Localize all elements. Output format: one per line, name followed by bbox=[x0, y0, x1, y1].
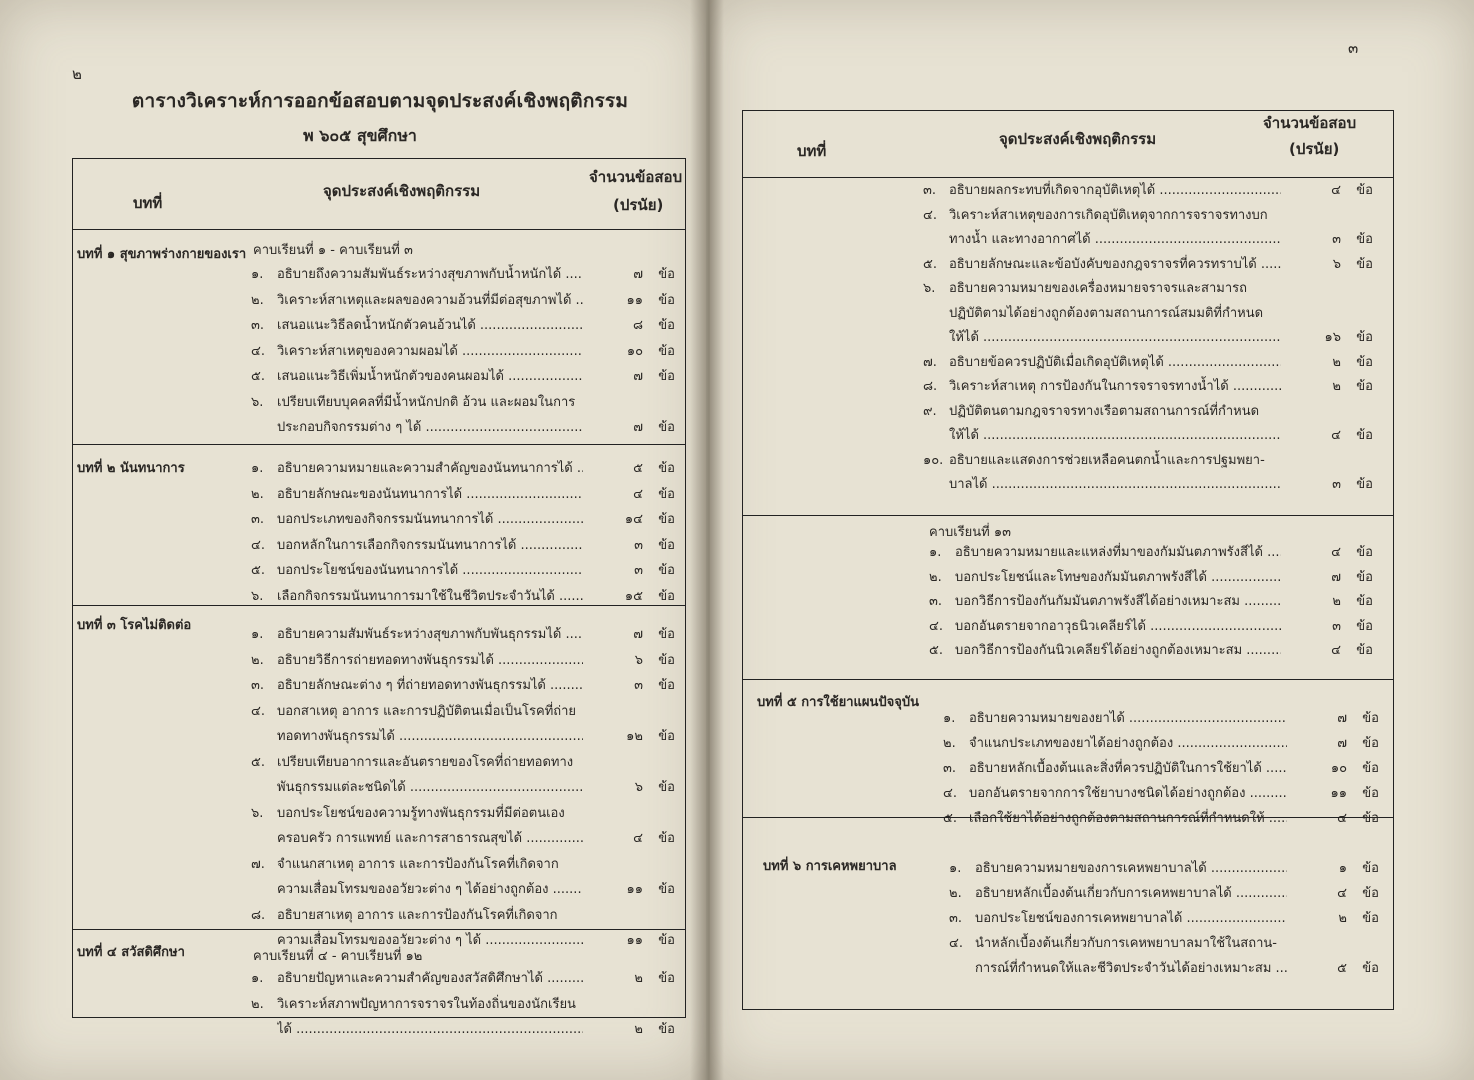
objective-number: ๓. bbox=[949, 911, 963, 926]
question-count: ๑๖ bbox=[1324, 330, 1341, 345]
question-count: ๑๑ bbox=[626, 292, 643, 308]
objective-continuation bbox=[949, 473, 1373, 494]
count-unit: ข้อ bbox=[1356, 379, 1373, 394]
book-gutter bbox=[690, 0, 724, 1080]
objective-row bbox=[929, 615, 1373, 636]
count-unit: ข้อ bbox=[1362, 761, 1379, 776]
objective-text: อธิบายวิธีการถ่ายทอดทางพันธุกรรมได้ ..... bbox=[277, 649, 583, 670]
count-unit: ข้อ bbox=[658, 729, 675, 744]
question-count: ๑๐ bbox=[1330, 761, 1347, 776]
count-unit: ข้อ bbox=[658, 1022, 675, 1037]
objective-text: บาลได้ ..... bbox=[949, 473, 1281, 494]
count-unit: ข้อ bbox=[658, 933, 675, 948]
section-divider bbox=[743, 679, 1393, 680]
question-count: ๓ bbox=[634, 537, 643, 553]
objective-row bbox=[251, 508, 675, 529]
objective-number: ๓. bbox=[251, 318, 265, 333]
objective-text: อธิบายความหมายและแหล่งที่มาของกัมมันตภาพรังสีได้ ..... bbox=[955, 541, 1281, 562]
count-unit: ข้อ bbox=[1356, 256, 1373, 272]
objective-text: วิเคราะห์สาเหตุและผลของความอ้วนที่มีต่อสุขภาพได้ ..... bbox=[277, 289, 583, 310]
chapter-divider bbox=[73, 444, 685, 445]
objective-number: ๑๐. bbox=[923, 452, 944, 468]
block2-lessons: คาบเรียนที่ ๑๓ bbox=[929, 525, 1012, 540]
question-count: ๘ bbox=[632, 318, 643, 333]
question-count: ๑๐ bbox=[626, 343, 643, 359]
objective-text: บอกประโยชน์ของการเคหพยาบาลได้ ..... bbox=[975, 907, 1287, 928]
objective-text: อธิบายหลักเบื้องต้นเกี่ยวกับการเคหพยาบาลได้ ..... bbox=[975, 882, 1287, 903]
objective-row bbox=[251, 674, 675, 695]
count-unit: ข้อ bbox=[1362, 711, 1379, 726]
question-count: ๗ bbox=[633, 267, 643, 282]
page-number-right: ๓ bbox=[1348, 39, 1359, 57]
objective-number: ๙. bbox=[923, 403, 937, 419]
objective-text: ปฏิบัติตามได้อย่างถูกต้องตามสถานการณ์สมมติที่กำหนด bbox=[949, 305, 1264, 321]
objective-row bbox=[251, 993, 675, 1014]
objective-text: เสนอแนะวิธีลดน้ำหนักตัวคนอ้วนได้ ..... bbox=[277, 314, 583, 335]
objective-number: ๔. bbox=[949, 936, 963, 951]
objective-row bbox=[929, 590, 1373, 611]
objective-number: ๑. bbox=[949, 861, 962, 876]
objective-row bbox=[923, 277, 1373, 298]
objective-text: จำแนกสาเหตุ อาการ และการป้องกันโรคที่เกิดจาก bbox=[277, 856, 559, 872]
objective-number: ๕. bbox=[929, 643, 943, 658]
objective-continuation bbox=[949, 228, 1373, 249]
objective-row bbox=[923, 351, 1373, 372]
question-count: ๗ bbox=[1337, 711, 1347, 726]
objective-row bbox=[923, 375, 1373, 396]
objective-text: บอกสาเหตุ อาการ และการปฏิบัติตนเมื่อเป็นโรคที่ถ่าย bbox=[277, 703, 577, 719]
objective-text: อธิบายลักษณะต่าง ๆ ที่ถ่ายทอดทางพันธุกรรมได้ ..... bbox=[277, 674, 583, 695]
question-count: ๗ bbox=[1337, 736, 1347, 751]
objective-row bbox=[943, 807, 1379, 828]
chapter-6-title: บทที่ ๖ การเคหพยาบาล bbox=[763, 859, 897, 874]
objective-text: เลือกใช้ยาได้อย่างถูกต้องตามสถานการณ์ที่กำหนดให้ ..... bbox=[969, 807, 1287, 828]
count-unit: ข้อ bbox=[1356, 545, 1373, 560]
header-objective: จุดประสงค์เชิงพฤติกรรม bbox=[323, 182, 481, 200]
objective-number: ๒. bbox=[251, 996, 264, 1012]
question-count: ๓ bbox=[1332, 232, 1341, 247]
question-count: ๑ bbox=[1338, 861, 1347, 876]
objective-text: อธิบายความหมายของเครื่องหมายจราจรและสามารถ bbox=[949, 281, 1247, 296]
question-count: ๗ bbox=[1331, 569, 1341, 585]
count-unit: ข้อ bbox=[658, 461, 675, 476]
objective-row bbox=[923, 204, 1373, 225]
objective-text: เลือกกิจกรรมนันทนาการมาใช้ในชีวิตประจำวันได้ ..... bbox=[277, 585, 583, 606]
objective-text: ให้ได้ ..... bbox=[949, 424, 1281, 445]
header-objective: จุดประสงค์เชิงพฤติกรรม bbox=[999, 130, 1157, 148]
question-count: ๒ bbox=[634, 971, 643, 986]
objective-number: ๔. bbox=[943, 786, 957, 801]
objective-text: บอกอันตรายจากอาวุธนิวเคลียร์ได้ ..... bbox=[955, 615, 1281, 636]
objective-row bbox=[251, 365, 675, 386]
objective-continuation bbox=[277, 416, 675, 437]
objective-text: อธิบายและแสดงการช่วยเหลือคนตกน้ำและการปฐมพยา- bbox=[949, 452, 1265, 468]
objective-number: ๓. bbox=[943, 761, 957, 776]
objective-continuation bbox=[277, 929, 675, 950]
question-count: ๒ bbox=[1332, 594, 1341, 609]
objective-row bbox=[251, 314, 675, 335]
objective-row bbox=[949, 882, 1379, 903]
question-count: ๑๑ bbox=[626, 882, 643, 897]
objective-text: ได้ ..... bbox=[277, 1018, 583, 1039]
objective-number: ๓. bbox=[929, 594, 943, 609]
objective-text: บอกหลักในการเลือกกิจกรรมนันทนาการได้ ..... bbox=[277, 534, 583, 555]
objective-text: พันธุกรรมแต่ละชนิดได้ ..... bbox=[277, 776, 583, 797]
question-count: ๖ bbox=[1332, 256, 1341, 272]
count-unit: ข้อ bbox=[658, 780, 675, 795]
document-subtitle: พ ๖๐๕ สุขศึกษา bbox=[303, 126, 417, 145]
header-chapter: บทที่ bbox=[797, 142, 827, 160]
objective-row bbox=[251, 340, 675, 361]
objective-number: ๑. bbox=[929, 545, 942, 560]
objective-row bbox=[929, 566, 1373, 587]
objective-number: ๔. bbox=[251, 703, 265, 719]
objective-row bbox=[251, 904, 675, 925]
count-unit: ข้อ bbox=[658, 318, 675, 333]
question-count: ๓ bbox=[1332, 477, 1341, 492]
objective-row bbox=[943, 782, 1379, 803]
objective-number: ๘. bbox=[251, 907, 266, 923]
count-unit: ข้อ bbox=[1356, 232, 1373, 247]
count-unit: ข้อ bbox=[658, 971, 675, 986]
chapter-2-title: บทที่ ๒ นันทนาการ bbox=[77, 461, 185, 476]
objective-text: ความเสื่อมโทรมของอวัยวะต่าง ๆ ได้ ..... bbox=[277, 929, 583, 950]
page-number-left: ๒ bbox=[72, 65, 82, 83]
objective-number: ๕. bbox=[251, 563, 265, 578]
question-count: ๔ bbox=[1331, 183, 1341, 198]
count-unit: ข้อ bbox=[658, 627, 675, 642]
count-unit: ข้อ bbox=[1356, 354, 1373, 370]
chapter-5-title: บทที่ ๕ การใช้ยาแผนปัจจุบัน bbox=[757, 695, 920, 710]
question-count: ๗ bbox=[633, 627, 643, 642]
question-count: ๒ bbox=[634, 1022, 643, 1037]
objective-number: ๖. bbox=[251, 394, 264, 410]
objective-text: ทอดทางพันธุกรรมได้ ..... bbox=[277, 725, 583, 746]
objective-continuation bbox=[975, 957, 1379, 978]
objective-row bbox=[251, 967, 675, 988]
question-count: ๔ bbox=[1331, 545, 1341, 560]
objective-text: อธิบายปัญหาและความสำคัญของสวัสดิศึกษาได้ ..... bbox=[277, 967, 583, 988]
objective-number: ๒. bbox=[251, 486, 264, 502]
objective-row bbox=[251, 853, 675, 874]
objective-continuation bbox=[277, 725, 675, 746]
objective-row bbox=[251, 391, 675, 412]
question-count: ๓ bbox=[1332, 618, 1341, 634]
objective-row bbox=[923, 253, 1373, 274]
count-unit: ข้อ bbox=[658, 831, 675, 846]
question-count: ๑๒ bbox=[626, 729, 643, 744]
objective-number: ๕. bbox=[251, 369, 265, 384]
question-count: ๔ bbox=[633, 831, 643, 846]
count-unit: ข้อ bbox=[658, 652, 675, 668]
objective-text: อธิบายข้อควรปฏิบัติเมื่อเกิดอุบัติเหตุได้ ..... bbox=[949, 351, 1281, 372]
objective-number: ๗. bbox=[923, 354, 937, 370]
objective-number: ๖. bbox=[251, 805, 264, 821]
objective-text: อธิบายสาเหตุ อาการ และการป้องกันโรคที่เกิดจาก bbox=[277, 907, 558, 923]
count-unit: ข้อ bbox=[658, 292, 675, 308]
objective-text: เปรียบเทียบอาการและอันตรายของโรคที่ถ่ายทอดทาง bbox=[277, 754, 574, 770]
objective-text: วิเคราะห์สภาพปัญหาการจราจรในท้องถิ่นของนักเรียน bbox=[277, 996, 576, 1012]
objective-number: ๔. bbox=[923, 207, 937, 223]
question-count: ๑๑ bbox=[1330, 786, 1347, 801]
header-count-sub: (ปรนัย) bbox=[1289, 140, 1340, 158]
objective-text: บอกวิธีการป้องกันนิวเคลียร์ได้อย่างถูกต้องเหมาะสม ..... bbox=[955, 639, 1281, 660]
objective-number: ๒. bbox=[251, 292, 264, 308]
count-unit: ข้อ bbox=[658, 537, 675, 553]
objective-row bbox=[923, 179, 1373, 200]
analysis-table-right bbox=[742, 110, 1394, 1010]
count-unit: ข้อ bbox=[1356, 183, 1373, 198]
header-divider bbox=[743, 177, 1393, 178]
header-chapter: บทที่ bbox=[133, 194, 163, 212]
objective-row bbox=[251, 483, 675, 504]
left-page bbox=[0, 0, 706, 1080]
objective-number: ๕. bbox=[251, 754, 265, 770]
objective-text: ให้ได้ ..... bbox=[949, 326, 1281, 347]
question-count: ๑๕ bbox=[624, 588, 643, 604]
objective-text: ความเสื่อมโทรมของอวัยวะต่าง ๆ ได้อย่างถูกต้อง ..... bbox=[277, 878, 583, 899]
objective-number: ๑. bbox=[251, 267, 264, 282]
count-unit: ข้อ bbox=[1356, 594, 1373, 609]
count-unit: ข้อ bbox=[1356, 330, 1373, 345]
question-count: ๖ bbox=[634, 780, 643, 795]
count-unit: ข้อ bbox=[1362, 886, 1379, 901]
objective-continuation bbox=[277, 776, 675, 797]
document-title: ตารางวิเคราะห์การออกข้อสอบตามจุดประสงค์เชิงพฤติกรรม bbox=[131, 90, 629, 112]
objective-number: ๕. bbox=[943, 811, 957, 826]
chapter-4-title: บทที่ ๔ สวัสดิศึกษา bbox=[77, 945, 185, 960]
objective-text: บอกประโยชน์และโทษของกัมมันตภาพรังสีได้ ..... bbox=[955, 566, 1281, 587]
question-count: ๗ bbox=[633, 369, 643, 384]
count-unit: ข้อ bbox=[1362, 811, 1379, 826]
count-unit: ข้อ bbox=[658, 420, 675, 435]
objective-row bbox=[943, 732, 1379, 753]
objective-text: อธิบายความหมายของยาได้ ..... bbox=[969, 707, 1287, 728]
analysis-table-left bbox=[72, 158, 686, 1037]
objective-row bbox=[943, 707, 1379, 728]
objective-text: บอกวิธีการป้องกันกัมมันตภาพรังสีได้อย่างเหมาะสม ..... bbox=[955, 590, 1281, 611]
question-count: ๓ bbox=[634, 678, 643, 693]
count-unit: ข้อ bbox=[658, 369, 675, 384]
objective-row bbox=[943, 757, 1379, 778]
count-unit: ข้อ bbox=[1356, 569, 1373, 585]
objective-number: ๓. bbox=[251, 512, 265, 527]
objective-continuation bbox=[277, 1018, 675, 1039]
count-unit: ข้อ bbox=[1362, 961, 1379, 976]
objective-text: อธิบายผลกระทบที่เกิดจากอุบัติเหตุได้ ..... bbox=[949, 179, 1281, 200]
question-count: ๔ bbox=[1331, 428, 1341, 443]
objective-number: ๑. bbox=[251, 627, 264, 642]
objective-row bbox=[923, 449, 1373, 470]
count-unit: ข้อ bbox=[1362, 911, 1379, 926]
count-unit: ข้อ bbox=[658, 563, 675, 578]
count-unit: ข้อ bbox=[1362, 786, 1379, 801]
chapter-4-lessons: คาบเรียนที่ ๔ - คาบเรียนที่ ๑๒ bbox=[253, 949, 423, 964]
objective-number: ๔. bbox=[929, 618, 943, 634]
objective-number: ๔. bbox=[251, 343, 265, 359]
count-unit: ข้อ bbox=[658, 267, 675, 282]
objective-text: บอกอันตรายจากการใช้ยาบางชนิดได้อย่างถูกต้อง ..... bbox=[969, 782, 1287, 803]
count-unit: ข้อ bbox=[1356, 477, 1373, 492]
objective-number: ๒. bbox=[251, 652, 264, 668]
objective-number: ๒. bbox=[949, 886, 962, 901]
objective-number: ๗. bbox=[251, 856, 265, 872]
objective-number: ๖. bbox=[923, 281, 936, 296]
objective-row bbox=[251, 585, 675, 606]
objective-row bbox=[251, 289, 675, 310]
objective-text: อธิบายถึงความสัมพันธ์ระหว่างสุขภาพกับน้ำหนักได้ ..... bbox=[277, 263, 583, 284]
objective-number: ๘. bbox=[923, 379, 938, 394]
header-count-sub: (ปรนัย) bbox=[613, 196, 664, 214]
objective-row bbox=[251, 263, 675, 284]
objective-row bbox=[251, 751, 675, 772]
question-count: ๔ bbox=[1331, 643, 1341, 658]
header-divider bbox=[73, 229, 685, 230]
objective-row bbox=[251, 802, 675, 823]
objective-continuation bbox=[949, 302, 1373, 323]
objective-number: ๖. bbox=[251, 588, 264, 604]
count-unit: ข้อ bbox=[658, 343, 675, 359]
objective-text: อธิบายความหมายและความสำคัญของนันทนาการได้ ..... bbox=[277, 457, 583, 478]
objective-row bbox=[923, 400, 1373, 421]
objective-text: นำหลักเบื้องต้นเกี่ยวกับการเคหพยาบาลมาใช้ในสถาน- bbox=[975, 936, 1277, 951]
question-count: ๑๔ bbox=[624, 512, 643, 527]
objective-text: อธิบายความหมายของการเคหพยาบาลได้ ..... bbox=[975, 857, 1287, 878]
objective-text: อธิบายลักษณะและข้อบังคับของกฎจราจรที่ควรทราบได้ ..... bbox=[949, 253, 1281, 274]
objective-row bbox=[251, 700, 675, 721]
question-count: ๔ bbox=[1337, 886, 1347, 901]
objective-row bbox=[949, 907, 1379, 928]
objective-row bbox=[251, 649, 675, 670]
objective-row bbox=[251, 534, 675, 555]
objective-text: วิเคราะห์สาเหตุ การป้องกันในการจราจรทางน้ำได้ ..... bbox=[949, 375, 1281, 396]
objective-text: บอกประเภทของกิจกรรมนันทนาการได้ ..... bbox=[277, 508, 583, 529]
question-count: ๒ bbox=[1332, 354, 1341, 370]
objective-continuation bbox=[277, 827, 675, 848]
objective-number: ๒. bbox=[943, 736, 956, 751]
objective-text: วิเคราะห์สาเหตุของการเกิดอุบัติเหตุจากการจราจรทางบก bbox=[949, 207, 1268, 223]
objective-number: ๕. bbox=[923, 256, 937, 272]
objective-text: บอกประโยชน์ของนันทนาการได้ ..... bbox=[277, 559, 583, 580]
question-count: ๓ bbox=[634, 563, 643, 578]
objective-continuation bbox=[277, 878, 675, 899]
question-count: ๔ bbox=[633, 486, 643, 502]
question-count: ๖ bbox=[634, 652, 643, 668]
objective-text: อธิบายความสัมพันธ์ระหว่างสุขภาพกับพันธุกรรมได้ ..... bbox=[277, 623, 583, 644]
objective-row bbox=[251, 559, 675, 580]
objective-text: ประกอบกิจกรรมต่าง ๆ ได้ ..... bbox=[277, 416, 583, 437]
count-unit: ข้อ bbox=[1356, 428, 1373, 443]
question-count: ๕ bbox=[1337, 961, 1347, 976]
chapter-3-title: บทที่ ๓ โรคไม่ติดต่อ bbox=[77, 618, 192, 633]
objective-text: การณ์ที่กำหนดให้และชีวิตประจำวันได้อย่างเหมาะสม ..... bbox=[975, 957, 1287, 978]
chapter-1-title: บทที่ ๑ สุขภาพร่างกายของเรา bbox=[77, 247, 247, 262]
objective-row bbox=[929, 541, 1373, 562]
count-unit: ข้อ bbox=[1356, 618, 1373, 634]
count-unit: ข้อ bbox=[1362, 861, 1379, 876]
question-count: ๑๑ bbox=[626, 933, 643, 948]
objective-number: ๔. bbox=[251, 537, 265, 553]
objective-row bbox=[949, 857, 1379, 878]
chapter-1-lessons: คาบเรียนที่ ๑ - คาบเรียนที่ ๓ bbox=[253, 243, 413, 258]
objective-number: ๑. bbox=[251, 971, 264, 986]
count-unit: ข้อ bbox=[658, 512, 675, 527]
objective-text: บอกประโยชน์ของความรู้ทางพันธุกรรมที่มีต่อตนเอง bbox=[277, 805, 565, 821]
question-count: ๗ bbox=[633, 420, 643, 435]
objective-text: เปรียบเทียบบุคคลที่มีน้ำหนักปกติ อ้วน และผอมในการ bbox=[277, 394, 576, 410]
header-count: จำนวนข้อสอบ bbox=[1263, 114, 1357, 132]
objective-text: ปฏิบัติตนตามกฎจราจรทางเรือตามสถานการณ์ที่กำหนด bbox=[949, 403, 1260, 419]
objective-text: ทางน้ำ และทางอากาศได้ ..... bbox=[949, 228, 1281, 249]
objective-text: ครอบครัว การแพทย์ และการสาธารณสุขได้ ..... bbox=[277, 827, 583, 848]
question-count: ๔ bbox=[1337, 811, 1347, 826]
section-divider bbox=[743, 515, 1393, 516]
objective-text: อธิบายลักษณะของนันทนาการได้ ..... bbox=[277, 483, 583, 504]
objective-number: ๒. bbox=[929, 569, 942, 585]
objective-row bbox=[949, 932, 1379, 953]
objective-number: ๓. bbox=[251, 678, 265, 693]
objective-text: วิเคราะห์สาเหตุของความผอมได้ ..... bbox=[277, 340, 583, 361]
objective-number: ๓. bbox=[923, 183, 937, 198]
question-count: ๕ bbox=[633, 461, 643, 476]
count-unit: ข้อ bbox=[1362, 736, 1379, 751]
objective-text: อธิบายหลักเบื้องต้นและสิ่งที่ควรปฏิบัติในการใช้ยาได้ ..... bbox=[969, 757, 1287, 778]
count-unit: ข้อ bbox=[658, 588, 675, 604]
question-count: ๒ bbox=[1338, 911, 1347, 926]
objective-number: ๑. bbox=[943, 711, 956, 726]
count-unit: ข้อ bbox=[658, 882, 675, 897]
count-unit: ข้อ bbox=[658, 486, 675, 502]
count-unit: ข้อ bbox=[1356, 643, 1373, 658]
header-count: จำนวนข้อสอบ bbox=[589, 168, 683, 186]
objective-number: ๑. bbox=[251, 461, 264, 476]
objective-text: เสนอแนะวิธีเพิ่มน้ำหนักตัวของคนผอมได้ ..... bbox=[277, 365, 583, 386]
objective-continuation bbox=[949, 424, 1373, 445]
objective-row bbox=[251, 457, 675, 478]
objective-continuation bbox=[949, 326, 1373, 347]
objective-row bbox=[251, 623, 675, 644]
count-unit: ข้อ bbox=[658, 678, 675, 693]
objective-row bbox=[929, 639, 1373, 660]
objective-text: จำแนกประเภทของยาได้อย่างถูกต้อง ..... bbox=[969, 732, 1287, 753]
question-count: ๒ bbox=[1332, 379, 1341, 394]
